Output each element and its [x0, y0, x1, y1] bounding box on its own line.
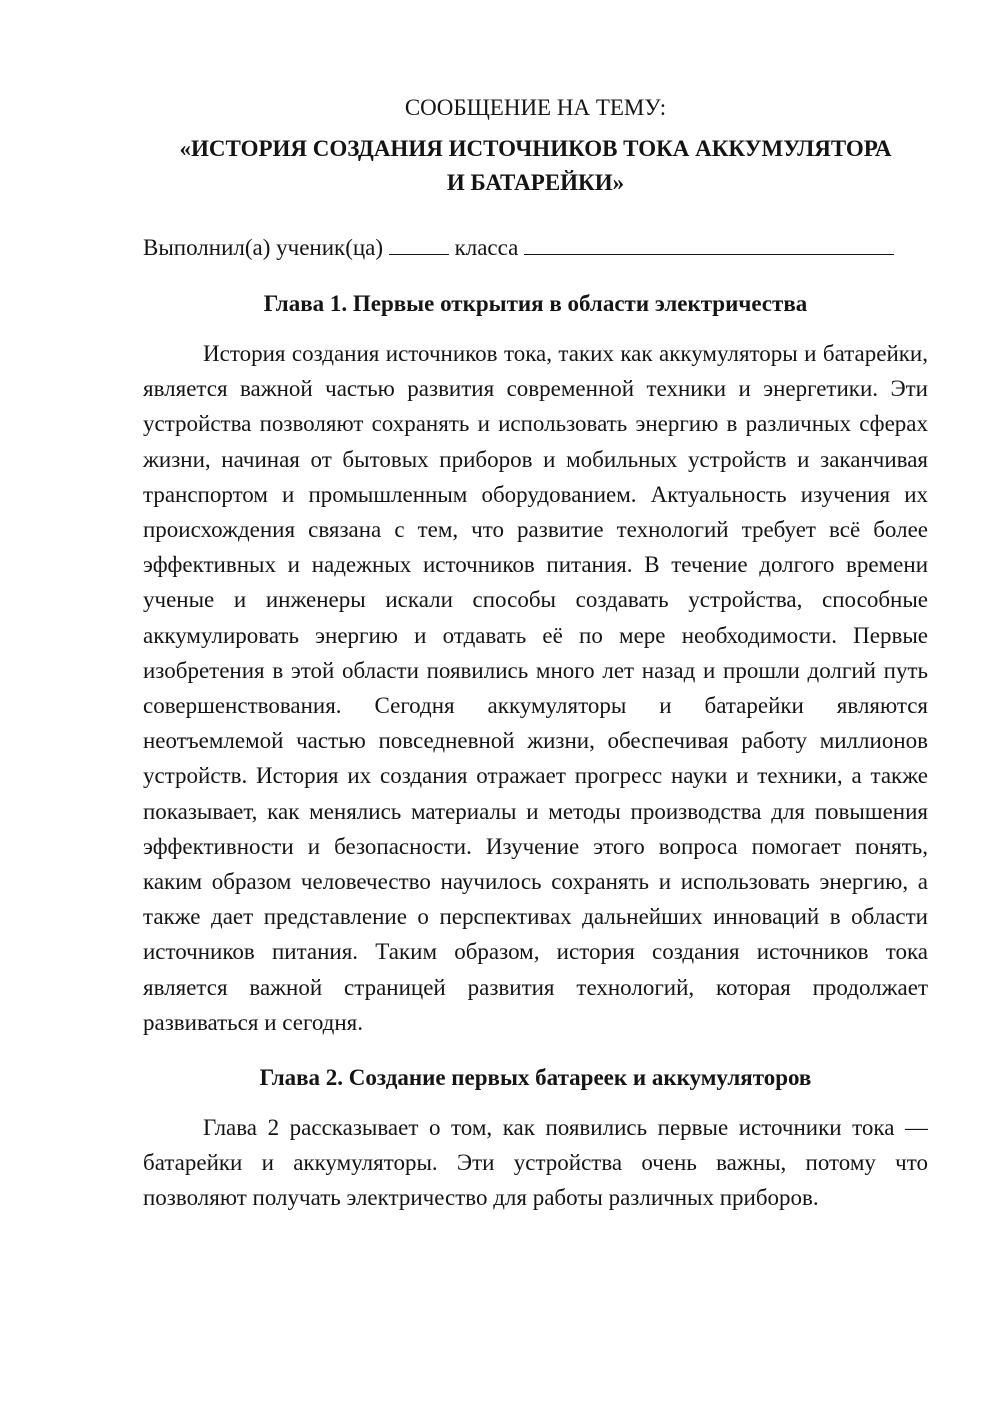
document-content: [143, 90, 928, 1216]
author-label: Выполнил(а) ученик(ца): [143, 235, 384, 260]
chapter-1-heading: Глава 1. Первые открытия в области электричества: [263, 291, 808, 316]
student-name-blank: [524, 232, 894, 255]
class-label: класса: [454, 235, 519, 260]
document-title-line-2: И БАТАРЕЙКИ»: [446, 170, 625, 195]
chapter-2-paragraph: Глава 2 рассказывает о том, как появились первые источники тока — батарейки и аккумуляторы. Эти устройства очень важны, потому что позволяют получать электричество для работы различных приборов.: [143, 1115, 928, 1211]
chapter-1-paragraph: История создания источников тока, таких как аккумуляторы и батарейки, является важной частью развития современной техники и энергетики. Эти устройства позволяют сохранять и использовать энергию в различных сферах жизни, начиная от бытовых приборов и мобильных устройств и заканчивая транспортом и промышленным оборудованием. Актуальность изучения их происхождения связана с тем, что развитие технологий требует всё более эффективных и надежных источников питания. В течение долгого времени ученые и инженеры искали способы создавать устройства, способные аккумулировать энергию и отдавать её по мере необходимости. Первые изобретения в этой области появились много лет назад и прошли долгий путь совершенствования. Сегодня аккумуляторы и батарейки являются неотъемлемой частью повседневной жизни, обеспечивая работу миллионов устройств. История их создания отражает прогресс науки и техники, а также показывает, как менялись материалы и методы производства для повышения эффективности и безопасности. Изучение этого вопроса помогает понять, каким образом человечество научилось сохранять и использовать энергию, а также дает представление о перспективах дальнейших инноваций в области источников питания. Таким образом, история создания источников тока является важной страницей развития технологий, которая продолжает развиваться и сегодня.: [143, 341, 928, 1035]
document-subtitle: СООБЩЕНИЕ НА ТЕМУ:: [404, 95, 667, 120]
chapter-2-heading: Глава 2. Создание первых батареек и аккумуляторов: [259, 1065, 812, 1091]
class-number-blank: [389, 232, 449, 255]
author-line: [143, 230, 928, 266]
document-title-line-1: «ИСТОРИЯ СОЗДАНИЯ ИСТОЧНИКОВ ТОКА АККУМУЛЯТОРА: [179, 136, 892, 161]
document-title: [143, 132, 928, 200]
